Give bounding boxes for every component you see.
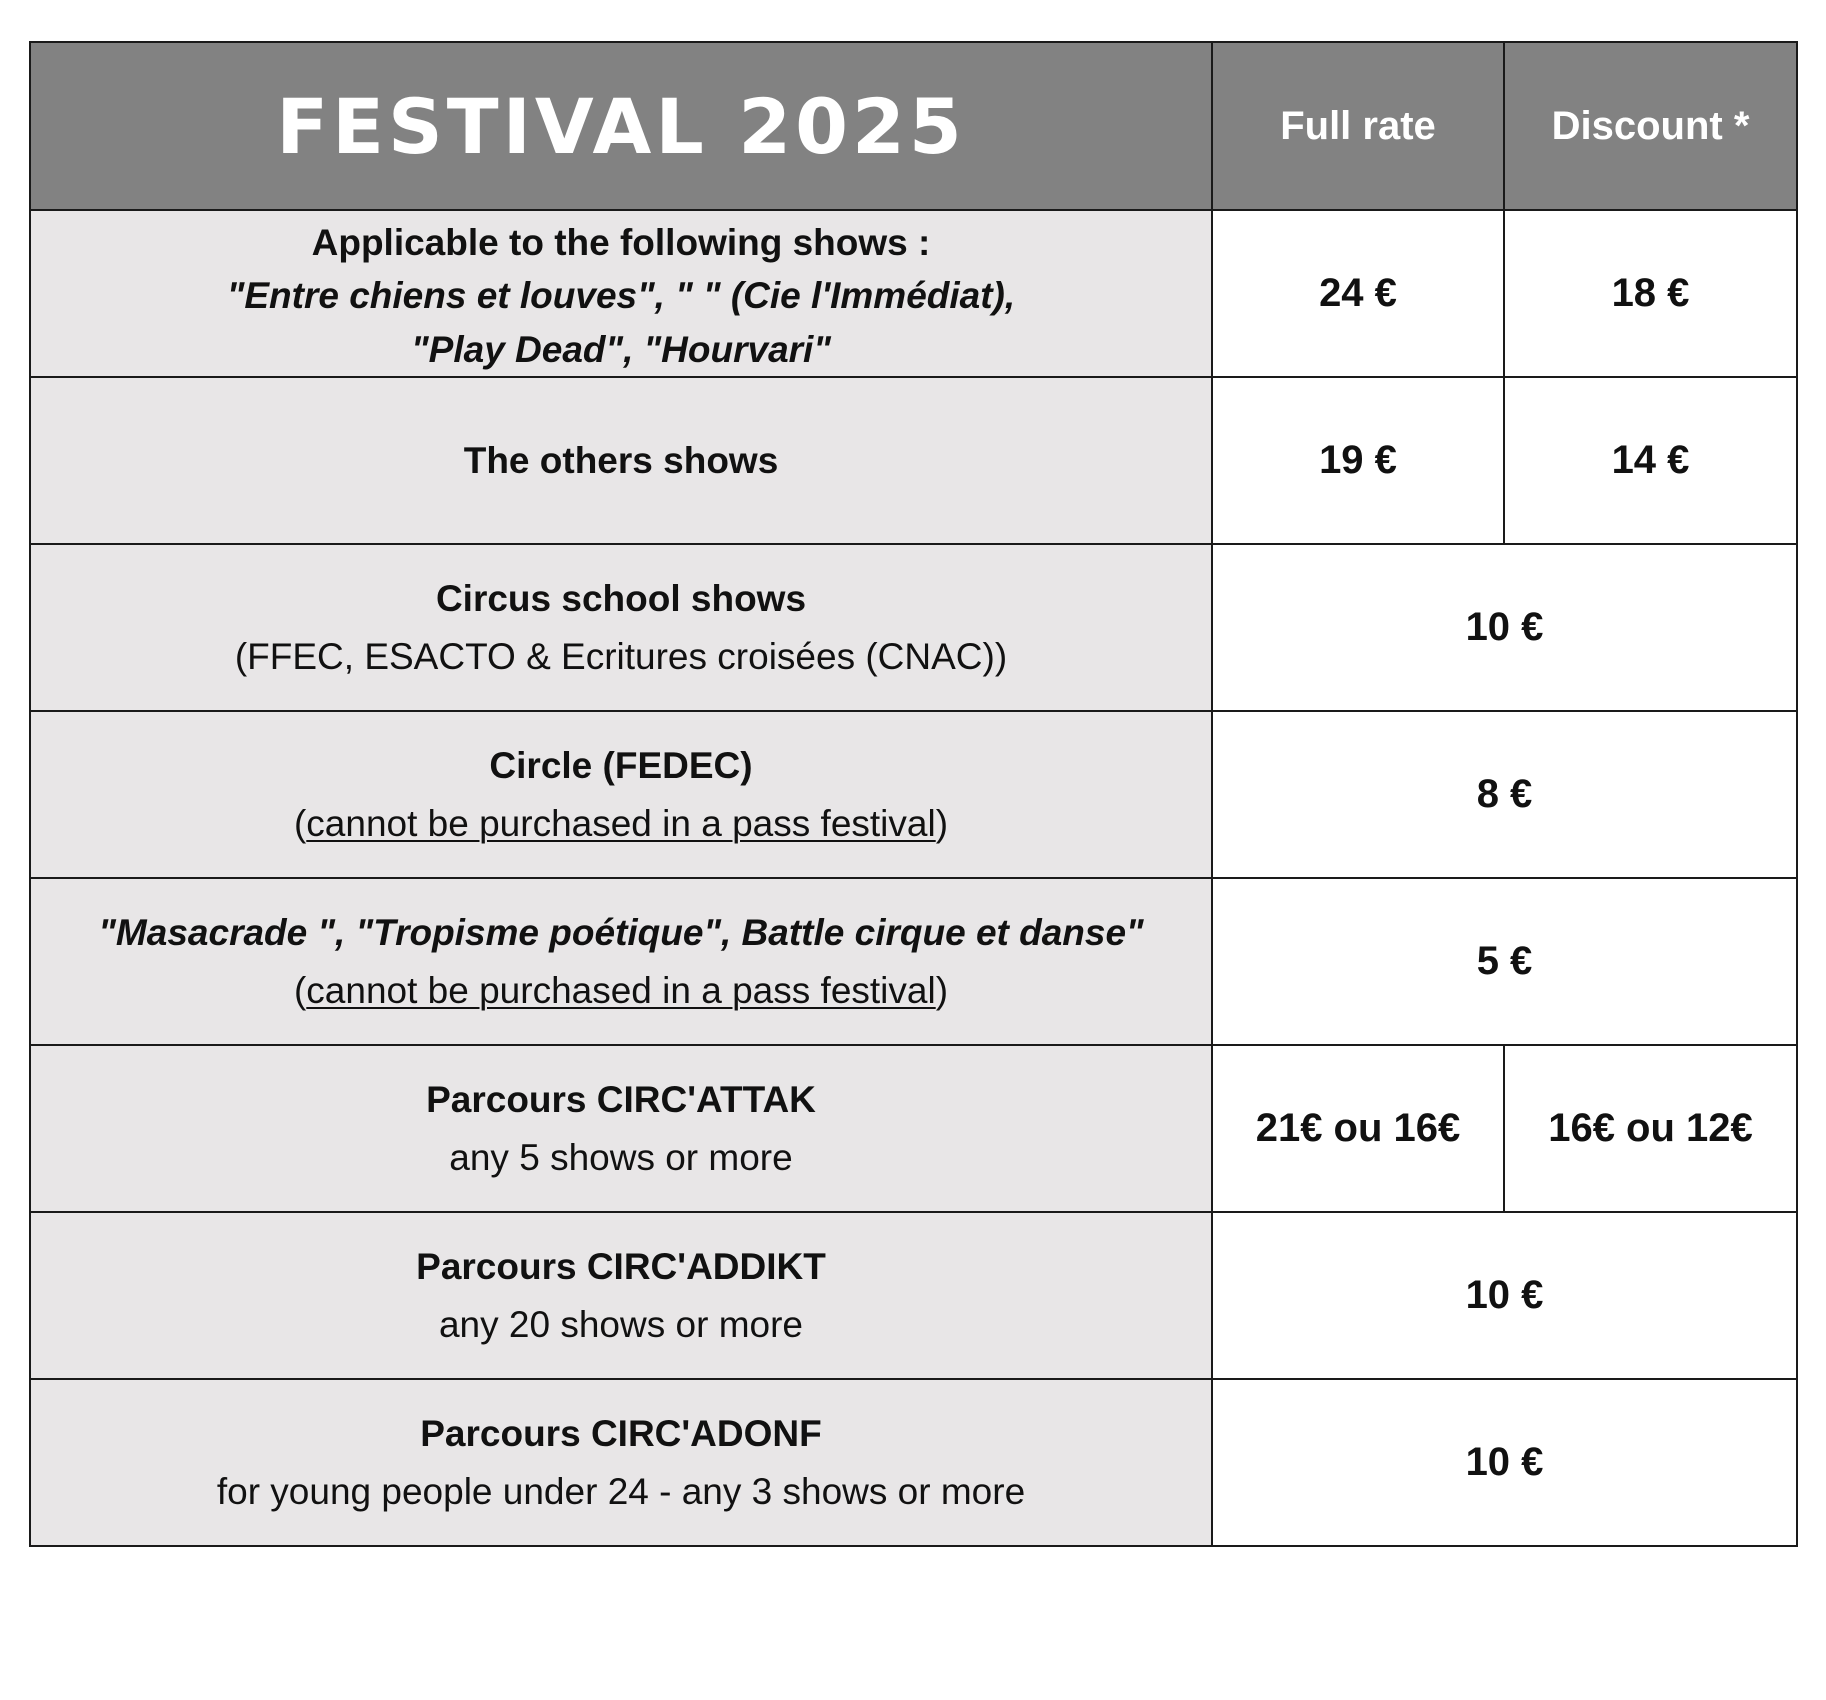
show-description (30, 1045, 1212, 1212)
show-description (30, 1212, 1212, 1379)
show-description (30, 544, 1212, 711)
show-sub-label (41, 795, 1201, 852)
show-description (30, 377, 1212, 544)
show-sub-label: any 5 shows or more (449, 1136, 793, 1178)
show-main-label: Circus school shows (435, 578, 807, 620)
discount-header: Discount * (1504, 42, 1797, 210)
single-price: 10 € (1212, 1212, 1797, 1379)
table-row (30, 544, 1797, 711)
show-sub-label: (FFEC, ESACTO & Ecritures croisées (CNAC)) (234, 635, 1008, 677)
table-row (30, 878, 1797, 1045)
table-row (30, 377, 1797, 544)
discount-price: 18 € (1504, 210, 1797, 377)
discount-price: 16€ ou 12€ (1504, 1045, 1797, 1212)
table-row (30, 1379, 1797, 1546)
paren-close: ) (935, 802, 949, 844)
show-titles: "Masacrade ", "Tropisme poétique", Battle cirque et danse" (98, 912, 1144, 954)
full-rate-price: 21€ ou 16€ (1212, 1045, 1504, 1212)
show-description (30, 878, 1212, 1045)
full-rate-header: Full rate (1212, 42, 1504, 210)
paren-open: ( (293, 802, 307, 844)
single-price: 8 € (1212, 711, 1797, 878)
show-sub-label: any 20 shows or more (438, 1303, 803, 1345)
show-main-label: Applicable to the following shows : (311, 221, 931, 263)
single-price: 10 € (1212, 1379, 1797, 1546)
pass-restriction-note: cannot be purchased in a pass festival (306, 969, 936, 1011)
price-table (29, 41, 1798, 1547)
show-main-label: Circle (FEDEC) (489, 745, 753, 787)
full-rate-price: 24 € (1212, 210, 1504, 377)
table-row (30, 1212, 1797, 1379)
single-price: 5 € (1212, 878, 1797, 1045)
table-row (30, 1045, 1797, 1212)
festival-title: FESTIVAL 2025 (30, 42, 1212, 210)
show-description (30, 711, 1212, 878)
show-sub-label (41, 962, 1201, 1019)
paren-open: ( (293, 969, 307, 1011)
table-row (30, 210, 1797, 377)
single-price: 10 € (1212, 544, 1797, 711)
show-main-label: The others shows (463, 439, 779, 481)
show-titles: "Entre chiens et louves", " " (Cie l'Immédiat), (226, 275, 1016, 317)
table-header-row (30, 42, 1797, 210)
show-sub-label: for young people under 24 - any 3 shows or more (216, 1470, 1026, 1512)
paren-close: ) (935, 969, 949, 1011)
show-main-label: Parcours CIRC'ADDIKT (416, 1246, 826, 1288)
full-rate-price: 19 € (1212, 377, 1504, 544)
pass-restriction-note: cannot be purchased in a pass festival (306, 802, 936, 844)
show-titles: "Play Dead", "Hourvari" (411, 328, 831, 370)
show-main-label: Parcours CIRC'ADONF (420, 1413, 822, 1455)
show-main-label: Parcours CIRC'ATTAK (426, 1079, 816, 1121)
table-row (30, 711, 1797, 878)
discount-price: 14 € (1504, 377, 1797, 544)
show-description (30, 210, 1212, 377)
show-description (30, 1379, 1212, 1546)
